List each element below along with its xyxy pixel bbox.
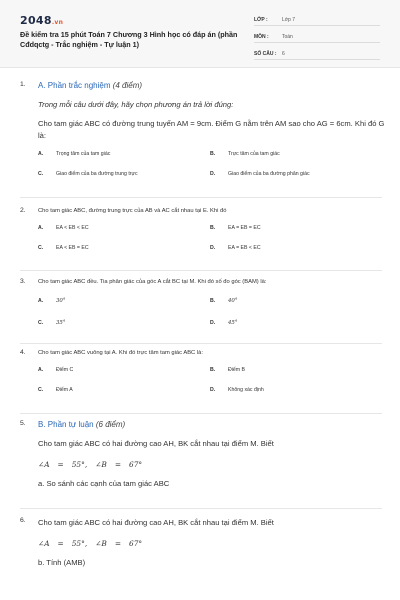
option-label: B.: [210, 298, 216, 304]
question-stem: Cho tam giác ABC có hai đường cao AH, BK cắt nhau tại điểm M. Biết: [38, 439, 274, 448]
divider: [20, 270, 382, 271]
logo-text: 2048: [20, 14, 52, 27]
question-number: 1.: [20, 81, 26, 88]
meta-value: 6: [282, 50, 285, 57]
question-number: 3.: [20, 278, 26, 285]
divider: [20, 197, 382, 198]
math-equals: =: [57, 538, 64, 548]
option-label: A.: [38, 298, 44, 304]
question-number: 2.: [20, 207, 26, 214]
meta-row-subject: [254, 31, 380, 43]
option-text: 45°: [228, 320, 238, 326]
option-text: 30°: [56, 298, 66, 304]
question-stem: Cho tam giác ABC vuông tại A. Khi đó trực tâm tam giác ABC là:: [38, 350, 203, 356]
meta-key: LỚP :: [254, 16, 268, 23]
option-label: D.: [210, 245, 216, 251]
question-stem: Cho tam giác ABC đều. Tia phân giác của góc A cắt BC tại M. Khi đó số đo góc (BAM) là:: [38, 279, 267, 285]
option-b[interactable]: [210, 151, 382, 157]
math-value-b: 67°: [129, 459, 143, 469]
option-text: Điểm B: [228, 367, 246, 373]
option-label: D.: [210, 171, 216, 177]
math-equals: =: [57, 459, 64, 469]
meta-row-count: [254, 48, 380, 60]
option-label: D.: [210, 320, 216, 326]
option-label: B.: [210, 225, 216, 231]
math-given: [38, 539, 385, 548]
answer-options: [38, 298, 385, 326]
question-stem: Cho tam giác ABC, đường trung trực của AB và AC cắt nhau tại E. Khi đó: [38, 208, 227, 214]
question-number: 6.: [20, 517, 26, 524]
document-header: [0, 0, 400, 68]
sub-question: b. Tính (AMB): [38, 557, 86, 567]
option-a[interactable]: [38, 298, 210, 304]
math-angle-b: ∠B: [95, 538, 107, 548]
option-text: Giao điểm của ba đường phân giác: [228, 171, 310, 177]
sub-question: a. So sánh các cạnh của tam giác ABC: [38, 478, 170, 488]
question-stem: Cho tam giác ABC có hai đường cao AH, BK cắt nhau tại điểm M. Biết: [38, 518, 274, 527]
question-2: [20, 207, 385, 251]
option-b[interactable]: [210, 225, 382, 231]
answer-options: [38, 367, 385, 393]
math-angle-a: ∠A: [38, 538, 50, 548]
question-1: [20, 81, 385, 177]
logo-suffix: .vn: [51, 19, 64, 26]
section-label: B. Phần tự luận: [38, 420, 94, 429]
option-b[interactable]: [210, 298, 382, 304]
option-d[interactable]: [210, 387, 382, 393]
meta-row-class: [254, 14, 380, 26]
option-label: C.: [38, 387, 44, 393]
divider: [20, 413, 382, 414]
meta-value: Toán: [282, 33, 293, 40]
math-equals: =: [114, 459, 122, 469]
question-5: [20, 420, 385, 489]
question-3: [20, 278, 385, 326]
divider: [20, 343, 382, 344]
section-points: (6 điểm): [95, 420, 126, 429]
document-meta: [254, 14, 380, 65]
option-text: 40°: [228, 298, 238, 304]
math-given: [38, 460, 385, 469]
option-a[interactable]: [38, 151, 210, 157]
option-text: Giao điểm của ba đường trung trực: [56, 171, 138, 177]
question-number: 5.: [20, 420, 26, 427]
instruction-text: Trong mỗi câu dưới đây, hãy chọn phương án trả lời đúng:: [38, 100, 234, 109]
option-text: Không xác định: [228, 387, 264, 393]
option-text: EA = EB = EC: [228, 225, 261, 231]
math-equals: =: [114, 538, 122, 548]
option-label: C.: [38, 245, 44, 251]
site-logo[interactable]: [20, 14, 63, 27]
option-label: C.: [38, 320, 44, 326]
section-points: (4 điểm): [112, 81, 143, 90]
meta-value: Lớp 7: [282, 16, 296, 23]
math-value-a: 55°,: [71, 459, 88, 469]
option-text: EA < EB < EC: [56, 225, 89, 231]
option-label: D.: [210, 387, 216, 393]
option-a[interactable]: [38, 367, 210, 373]
option-text: Điểm C: [56, 367, 74, 373]
option-label: C.: [38, 171, 44, 177]
math-angle-a: ∠A: [38, 459, 50, 469]
option-c[interactable]: [38, 387, 210, 393]
question-number: 4.: [20, 349, 26, 356]
divider: [20, 508, 382, 509]
option-c[interactable]: [38, 320, 210, 326]
section-label: A. Phần trắc nghiệm: [38, 81, 111, 90]
document-title: Đề kiểm tra 15 phút Toán 7 Chương 3 Hình học có đáp án (phần Cđdqctg - Trắc nghiệm - Tự luận 1): [20, 30, 238, 49]
section-title: [38, 420, 385, 429]
option-label: B.: [210, 151, 216, 157]
meta-key: SỐ CÂU :: [254, 50, 277, 57]
question-stem: Cho tam giác ABC có đường trung tuyến AM = 9cm. Điểm G nằm trên AM sao cho AG = 6cm. Khi đó G là:: [38, 119, 385, 140]
option-c[interactable]: [38, 171, 210, 177]
math-angle-b: ∠B: [95, 459, 107, 469]
option-text: EA = EB < EC: [228, 245, 261, 251]
option-label: B.: [210, 367, 216, 373]
math-value-b: 67°: [129, 538, 143, 548]
option-c[interactable]: [38, 245, 210, 251]
option-text: Trực tâm của tam giác: [228, 151, 280, 157]
option-text: Trọng tâm của tam giác: [56, 151, 111, 157]
option-label: A.: [38, 225, 44, 231]
option-text: Điểm A: [56, 387, 73, 393]
meta-key: MÔN :: [254, 33, 269, 40]
option-d[interactable]: [210, 171, 382, 177]
option-text: EA < EB = EC: [56, 245, 89, 251]
option-label: A.: [38, 151, 44, 157]
option-d[interactable]: [210, 320, 382, 326]
option-d[interactable]: [210, 245, 382, 251]
section-title: [38, 81, 385, 90]
option-label: A.: [38, 367, 44, 373]
math-value-a: 55°,: [71, 538, 88, 548]
answer-options: [38, 225, 385, 251]
option-text: 35°: [56, 320, 66, 326]
question-4: [20, 349, 385, 393]
question-6: [20, 517, 385, 568]
answer-options: [38, 151, 385, 177]
option-a[interactable]: [38, 225, 210, 231]
option-b[interactable]: [210, 367, 382, 373]
